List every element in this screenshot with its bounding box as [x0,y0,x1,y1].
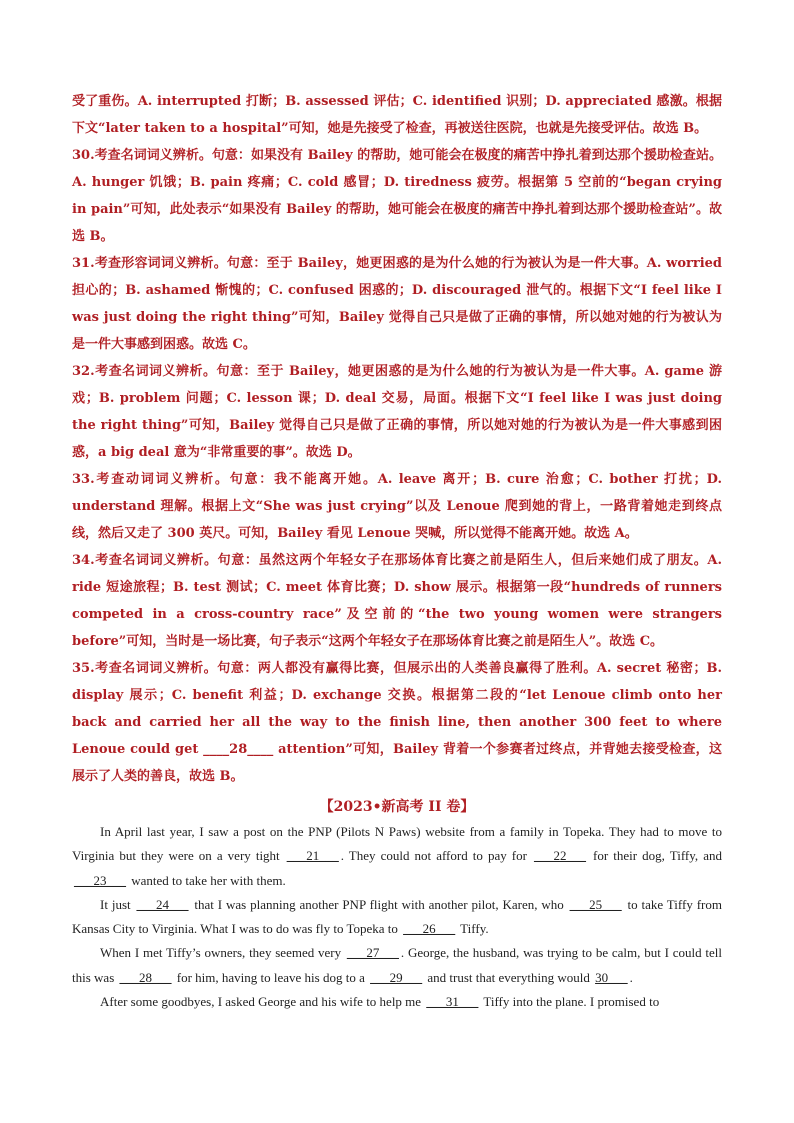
blank-28: ___28___ [119,969,172,985]
blank-23: ___23___ [74,872,126,888]
blank-26: ___26___ [403,921,456,937]
passage-text: . They could not afford to pay for [340,848,532,864]
answer-explanation-31: 31.考查形容词词义辨析。句意：至于 Bailey，她更困惑的是为什么她的行为被认为是一件大事。A. worried 担心的；B. ashamed 惭愧的；C. confused 困惑的；D. discouraged 泄气的。根据下文“I feel like I was just doing the right thing”可知，Bailey 觉得自己只是做了正确的事情，所以她对她的行为被认为是一件大事感到困惑。故选 C。 [72,256,722,352]
passage-text: for him, having to leave his dog to a [173,969,369,985]
passage-text: After some goodbyes, I asked George and his wife to help me [100,994,425,1010]
passage-text: Tiffy into the plane. I promised to [480,994,660,1010]
section-heading: 【2023•新高考 II 卷】 [319,799,475,815]
blank-29: ___29___ [370,969,423,985]
passage-text: to take Tiffy from Kansas City to Virginia. What I was to do was fly to Topeka to [72,896,722,937]
answer-explanation-33: 33.考查动词词义辨析。句意：我不能离开她。A. leave 离开；B. cure 治愈；C. bother 打扰；D. understand 理解。根据上文“She was just crying”以及 Lenoue 爬到她的背上，一路背着她走到终点线，然后又走了 300 英尺。可知，Bailey 看见 Lenoue 哭喊，所以觉得不能离开她。故选 A。 [72,472,722,541]
passage-text: It just [100,896,135,912]
passage-text: In April last year, I saw a post on the PNP (Pilots N Paws) website from a family in Topeka. They had to move to Virginia but they were on a very tight [72,824,722,864]
passage-text: that I was planning another PNP flight with another pilot, Karen, who [190,896,568,912]
answer-explanation-35: 35.考查名词词义辨析。句意：两人都没有赢得比赛，但展示出的人类善良赢得了胜利。A. secret 秘密；B. display 展示；C. benefit 利益；D. exchange 交换。根据第二段的“let Lenoue climb onto her back and carried her all the way to the finish line, then another 300 feet to where Lenoue could get ____28____ attention”可知，Bailey 背着一个参赛者过终点，并背她去接受检查，这展示了人类的善良，故选 B。 [72,661,722,784]
passage-text: . [629,969,633,985]
answer-explanation-29: 受了重伤。A. interrupted 打断；B. assessed 评估；C. identified 识别；D. appreciated 感激。根据下文“later taken to a hospital”可知，她是先接受了检查，再被送往医院，也就是先接受评估。故选 B。 [72,94,722,136]
blank-24: ___24___ [136,896,189,912]
passage-text: Tiffy. [457,921,489,937]
passage-paragraph-4 [72,990,722,1014]
blank-22: ___22___ [534,848,586,864]
document-page [72,88,722,1014]
answer-explanation-30: 30.考查名词词义辨析。句意：如果没有 Bailey 的帮助，她可能会在极度的痛苦中挣扎着到达那个援助检查站。A. hunger 饥饿；B. pain 疼痛；C. cold 感冒；D. tiredness 疲劳。根据第 5 空前的“began crying in pain”可知，此处表示“如果没有 Bailey 的帮助，她可能会在极度的痛苦中挣扎着到达那个援助检查站”。故选 B。 [72,148,722,244]
passage-text: wanted to take her with them. [128,872,286,888]
blank-31: ___31___ [426,994,479,1010]
passage-paragraph-2 [72,893,722,942]
passage-paragraph-1 [72,820,722,893]
passage-text: for their dog, Tiffy, and [588,848,722,864]
passage-text: and trust that everything would [424,969,594,985]
blank-21: ___21___ [286,848,339,864]
passage-text: . George, the husband, was trying to be calm, but I could tell this was [72,945,723,985]
blank-30: 30___ [595,969,628,985]
passage-text: When I met Tiffy’s owners, they seemed very [100,945,345,961]
passage-paragraph-3 [72,941,722,990]
answer-explanation-32: 32.考查名词词义辨析。句意：至于 Bailey，她更困惑的是为什么她的行为被认为是一件大事。A. game 游戏；B. problem 问题；C. lesson 课；D. deal 交易，局面。根据下文“I feel like I was just doing the right thing”可知，Bailey 觉得自己只是做了正确的事情，所以她对她的行为被认为是一件大事感到困惑，a big deal 意为“非常重要的事”。故选 D。 [72,364,722,460]
blank-25: ___25___ [569,896,622,912]
blank-27: ___27___ [346,945,399,961]
answer-explanation-34: 34.考查名词词义辨析。句意：虽然这两个年轻女子在那场体育比赛之前是陌生人，但后来她们成了朋友。A. ride 短途旅程；B. test 测试；C. meet 体育比赛；D. show 展示。根据第一段“hundreds of runners competed in a cross-country race”及空前的“the two young women were strangers before”可知，当时是一场比赛，句子表示“这两个年轻女子在那场体育比赛之前是陌生人”。故选 C。 [72,553,722,649]
